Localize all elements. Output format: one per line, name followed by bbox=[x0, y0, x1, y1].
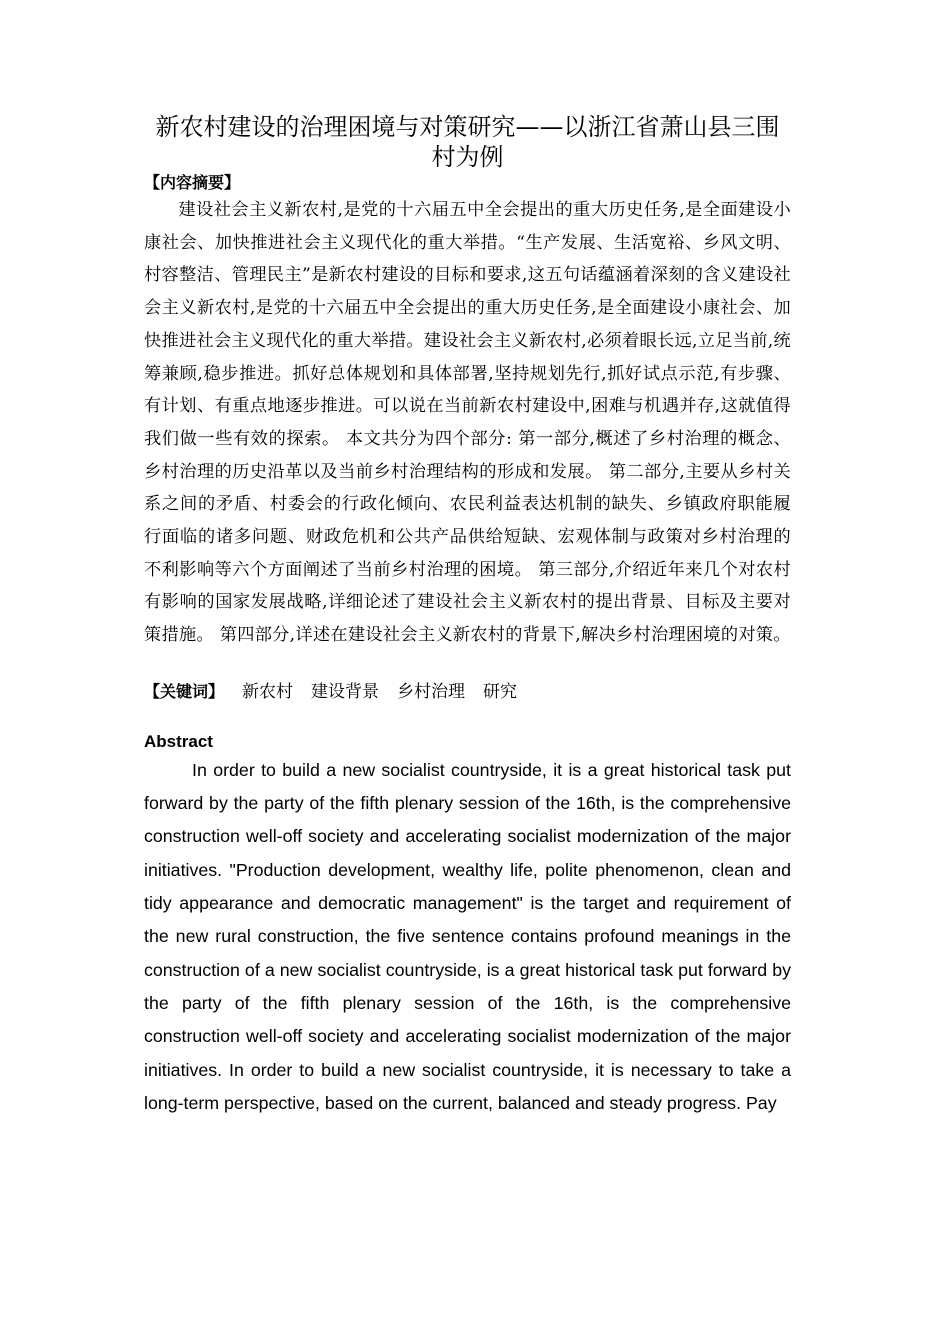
page-title: 新农村建设的治理困境与对策研究——以浙江省萧山县三围村为例 bbox=[155, 113, 780, 171]
summary-paragraph: 建设社会主义新农村,是党的十六届五中全会提出的重大历史任务,是全面建设小康社会、加快推进社会主义现代化的重大举措。“生产发展、生活宽裕、乡风文明、村容整洁、管理民主”是新农村建设的目标和要求,这五句话蕴涵着深刻的含义建设社会主义新农村,是党的十六届五中全会提出的重大历史任务,是全面建设小康社会、加快推进社会主义现代化的重大举措。建设社会主义新农村,必须着眼长远,立足当前,统筹兼顾,稳步推进。抓好总体规划和具体部署,坚持规划先行,抓好试点示范,有步骤、有计划、有重点地逐步推进。可以说在当前新农村建设中,困难与机遇并存,这就值得我们做一些有效的探索。 本文共分为四个部分: 第一部分,概述了乡村治理的概念、乡村治理的历史沿革以及当前乡村治理结构的形成和发展。 第二部分,主要从乡村关系之间的矛盾、村委会的行政化倾向、农民利益表达机制的缺失、乡镇政府职能履行面临的诸多问题、财政危机和公共产品供给短缺、宏观体制与政策对乡村治理的不利影响等六个方面阐述了当前乡村治理的困境。 第三部分,介绍近年来几个对农村有影响的国家发展战略,详细论述了建设社会主义新农村的提出背景、目标及主要对策措施。 第四部分,详述在建设社会主义新农村的背景下,解决乡村治理困境的对策。 bbox=[144, 200, 791, 646]
abstract-paragraph: In order to build a new socialist countryside, it is a great historical task put forward by the party of the fifth plenary session of the 16th, is the comprehensive construction well-off society and accelerating socialist modernization of the major initiatives. "Production development, wealthy life, polite phenomenon, clean and tidy appearance and democratic management" is the target and requirement of the new rural construction, the five sentence contains profound meanings in the construction of a new socialist countryside, is a great historical task put forward by the party of the fifth plenary session of the 16th, is the comprehensive construction well-off society and accelerating socialist modernization of the major initiatives. In order to build a new socialist countryside, it is necessary to take a long-term perspective, based on the current, balanced and steady progress. Pay bbox=[144, 759, 791, 1113]
keyword-item: 研究 bbox=[483, 681, 518, 702]
keywords-label: 【关键词】 bbox=[144, 681, 225, 701]
summary-label: 【内容摘要】 bbox=[144, 173, 241, 192]
abstract-label: Abstract bbox=[144, 731, 213, 751]
document-page bbox=[144, 112, 791, 1120]
keyword-item: 建设背景 bbox=[311, 681, 380, 702]
keyword-item: 乡村治理 bbox=[397, 681, 466, 702]
keywords-line bbox=[144, 680, 791, 704]
keyword-item: 新农村 bbox=[242, 681, 294, 702]
